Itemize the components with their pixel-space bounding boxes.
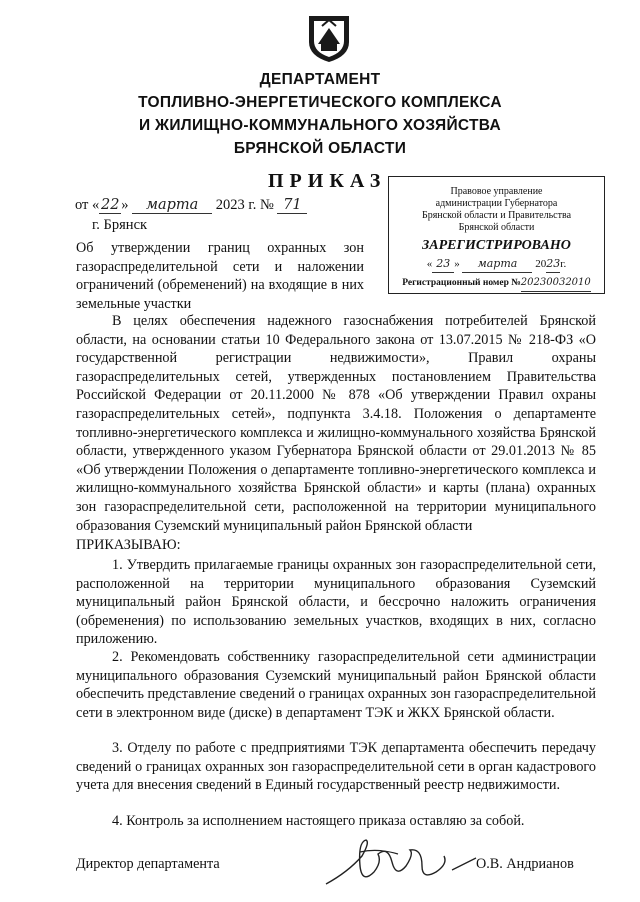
stamp-handwritten-day: 23 — [432, 256, 454, 273]
stamp-registered: ЗАРЕГИСТРИРОВАНО — [422, 238, 571, 253]
order-item-2: 2. Рекомендовать собственнику газораспределительной сети администрации муниципального образования Суземский муниципальный район Брянской области обеспечить представление сведений о границах охранных зон газораспределительной сети в электронном виде (диске) в департамент ТЭК и ЖКХ Брянской области. — [76, 649, 596, 721]
handwritten-month: марта — [132, 197, 212, 214]
order-subject: Об утверждении границ охранных зон газораспределительной сети и наложении ограничений (обременений) на входящие в них земельные участки — [76, 240, 364, 312]
stamp-handwritten-month: марта — [462, 256, 532, 273]
handwritten-order-number: 71 — [277, 197, 307, 214]
handwritten-signature — [318, 832, 488, 892]
date-mid: » — [121, 197, 129, 213]
stamp-handwritten-reg-number: 20230032010 — [521, 275, 591, 292]
signatory-position: Директор департамента — [76, 856, 220, 872]
stamp-line-3: Брянской области и Правительства — [421, 210, 572, 221]
department-title-line-4: БРЯНСКОЙ ОБЛАСТИ — [233, 140, 407, 157]
stamp-year-end: г. — [560, 258, 567, 270]
order-word: ПРИКАЗЫВАЮ: — [76, 537, 181, 553]
stamp-line-4: Брянской области — [458, 222, 535, 233]
coat-of-arms-emblem — [306, 14, 352, 64]
department-title-line-2: ТОПЛИВНО-ЭНЕРГЕТИЧЕСКОГО КОМПЛЕКСА — [138, 94, 502, 111]
date-prefix: от « — [75, 197, 100, 213]
stamp-reg-label: Регистрационный номер № — [402, 278, 521, 288]
department-title-line-1: ДЕПАРТАМЕНТ — [259, 71, 381, 88]
handwritten-day: 22 — [101, 197, 120, 213]
order-item-3: 3. Отделу по работе с предприятиями ТЭК департамента обеспечить передачу сведений о границах охранных зон газораспределительной сети в орган кадастрового учета для внесения сведений в Единый государственный реестр недвижимости. — [76, 740, 596, 794]
date-year: 2023 г. № — [215, 197, 274, 213]
city: г. Брянск — [92, 217, 148, 233]
stamp-date: « 23 » марта 2023г. — [389, 256, 604, 273]
stamp-reg-number — [389, 275, 604, 292]
order-item-1: 1. Утвердить прилагаемые границы охранных зон газораспределительной сети, расположенной на территории муниципального образования Суземский муниципальный район Брянской области, и бессрочно наложить ограничения (обременения) по использованию земельных участков, входящих в них, согласно приложению. — [76, 557, 596, 648]
stamp-year-prefix: 20 — [535, 258, 547, 270]
department-title-line-3: И ЖИЛИЩНО-КОММУНАЛЬНОГО ХОЗЯЙСТВА — [139, 117, 501, 134]
order-date-line — [75, 197, 307, 214]
order-item-4: 4. Контроль за исполнением настоящего приказа оставляю за собой. — [112, 813, 525, 829]
stamp-line-2: администрации Губернатора — [435, 198, 558, 209]
preamble-paragraph: В целях обеспечения надежного газоснабжения потребителей Брянской области, на основании статьи 10 Федерального закона от 13.07.2015 № 218-ФЗ «О государственной регистрации недвижимости», Правил охраны газораспределительных сетей, утвержденных постановлением Правительства Российской Федерации от 20.11.2000 № 878 «Об утверждении Правил охраны газораспределительных сетей», подпункта 3.4.18. Положения о департаменте топливно-энергетического комплекса и жилищно-коммунального хозяйства Брянской области, утвержденного указом Губернатора Брянской области от 29.01.2013 № 85 «Об утверждении Положения о департаменте топливно-энергетического комплекса и жилищно-коммунального хозяйства Брянской области» и карты (плана) охранных зон газораспределительной сети, расположенной на территории муниципального образования Суземский муниципальный район Брянской области — [76, 313, 596, 534]
signatory-name: О.В. Андрианов — [476, 856, 574, 872]
stamp-line-1: Правовое управление — [450, 186, 543, 197]
stamp-handwritten-year: 23 — [546, 256, 560, 273]
order-title: ПРИКАЗ — [268, 170, 387, 192]
registration-stamp — [388, 176, 605, 294]
